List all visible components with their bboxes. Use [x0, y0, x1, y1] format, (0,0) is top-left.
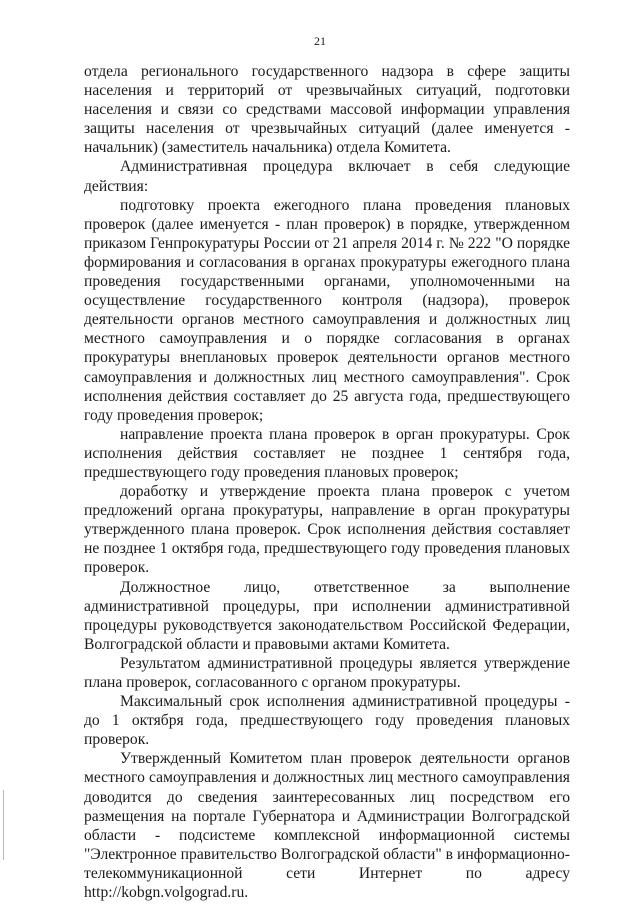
paragraph-continuation: отдела регионального государственного надзора в сфере защиты населения и территорий от чрезвычайных ситуаций, подготовки населения и связи со средствами массовой информации управления защиты населения от чрезвычайных ситуаций (далее именуется - начальник) (заместитель начальника) отдела Комитета. [84, 63, 570, 157]
document-body [84, 62, 570, 902]
paragraph-procedure-intro: Административная процедура включает в себя следующие действия: [84, 158, 570, 195]
paragraph-max-term: Максимальный срок исполнения административной процедуры - до 1 октября года, предшествующего году проведения плановых проверок. [84, 693, 570, 749]
paragraph-plan-publication: Утвержденный Комитетом план проверок деятельности органов местного самоуправления и должностных лиц местного самоуправления доводится до сведения заинтересованных лиц посредством его размещения на портале Губернатора и Администрации Волгоградской области - подсистеме комплексной информационной системы "Электронное правительство Волгоградской области" в информационно-телекоммуникационной сети Интернет по адресу http://kobgn.volgograd.ru. [84, 750, 570, 902]
paragraph-responsible-official: Должностное лицо, ответственное за выполнение административной процедуры, при исполнении административной процедуры руководствуется законодательством Российской Федерации, Волгоградской области и правовыми актами Комитета. [84, 578, 570, 653]
scan-edge-mark [3, 790, 4, 860]
paragraph-action-approve-plan: доработку и утверждение проекта плана проверок с учетом предложений органа прокуратуры, направление в орган прокуратуры утвержденного плана проверок. Срок исполнения действия составляет не позднее 1 октября года, предшествующего году проведения плановых проверок. [84, 483, 570, 577]
page-number: 21 [314, 34, 326, 48]
paragraph-action-prepare-plan: подготовку проекта ежегодного плана проведения плановых проверок (далее именуется - план проверок) в порядке, утвержденном приказом Генпрокуратуры России от 21 апреля 2014 г. № 222 "О порядке формирования и согласования в органах прокуратуры ежегодного плана проведения государственными органами, уполномоченными на осуществление государственного контроля (надзора), проверок деятельности органов местного самоуправления и должностных лиц местного самоуправления и о порядке согласования в органах прокуратуры внеплановых проверок деятельности органов местного самоуправления и должностных лиц местного самоуправления". Срок исполнения действия составляет до 25 августа года, предшествующего году проведения проверок; [84, 196, 570, 424]
paragraph-procedure-result: Результатом административной процедуры является утверждение плана проверок, согласованного с органом прокуратуры. [84, 654, 570, 691]
paragraph-action-send-plan: направление проекта плана проверок в орган прокуратуры. Срок исполнения действия составляет не позднее 1 сентября года, предшествующего году проведения плановых проверок; [84, 425, 570, 481]
